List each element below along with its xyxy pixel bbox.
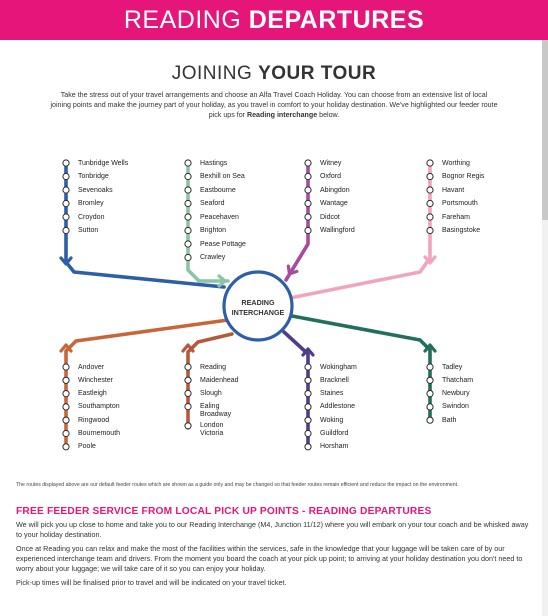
route-stop-marker [305,214,311,220]
route-stop-label: Thatcham [442,376,474,384]
route-stop-marker [63,377,69,383]
route-stop-marker [185,364,191,370]
route-stop-marker [427,364,433,370]
route-line-navy [284,332,308,447]
route-stop-label: Wantage [320,200,348,207]
route-stop-label: Guildford [320,430,349,437]
route-stop-label: Eastbourne [200,186,236,194]
route-stop-label: Fareham [442,213,471,221]
route-stop-marker [427,417,433,423]
route-stop-marker [185,214,191,220]
route-stop-marker [185,160,191,166]
route-stop-marker [63,391,69,397]
route-stop-marker [305,391,311,397]
route-stop-label: Bromley [78,200,104,207]
route-stop-marker [427,214,433,220]
route-stop-marker [427,404,433,410]
route-stop-label: Didcot [320,213,340,221]
route-stop-marker [305,377,311,383]
route-stop-label: Bath [442,416,457,424]
route-stop-marker [305,364,311,370]
route-stop-marker [63,227,69,233]
intro-suffix: below. [317,111,340,119]
route-stop-marker [305,173,311,179]
route-stop-marker [63,364,69,370]
route-stop-marker [305,187,311,193]
route-stop-marker [185,187,191,193]
route-stop-label: Ealing Broadway [200,402,232,418]
route-stop-marker [63,187,69,193]
route-stop-label: Havant [442,186,465,194]
route-stop-marker [185,227,191,233]
route-stop-marker [185,200,191,206]
heading-prefix: JOINING [171,63,259,84]
route-stop-label: Slough [200,389,222,397]
route-stop-label: Sevenoaks [78,186,113,194]
route-stop-marker [305,227,311,233]
route-stop-label: Bournemouth [78,430,121,437]
feeder-title: FREE FEEDER SERVICE FROM LOCAL PICK UP POINTS - READING DEPARTURES [16,506,432,517]
route-stop-label: Reading [200,363,227,371]
route-stop-marker [305,417,311,423]
route-stop-label: Wallingford [320,227,355,234]
heading-bold: YOUR TOUR [258,63,377,84]
route-stop-label: Seaford [200,200,225,207]
route-stop-marker [63,404,69,410]
route-stop-label: Southampton [78,403,120,411]
route-stop-label: Oxford [320,173,342,180]
feeder-paragraph-2: Once at Reading you can relax and make the most of the facilities within the services, safe in the knowledge that your luggage will be taken care of by our experienced interchange team and drivers. From the moment you board the coach at your pick up point; to arriving at your holiday destination you don't need to worry about your luggage; we will take care of it so you can enjoy your holiday. [16,544,523,573]
route-stop-marker [185,390,191,396]
route-stop-marker [427,187,433,193]
banner-bold: DEPARTURES [248,6,425,34]
banner-prefix: READING [123,6,249,34]
route-stop-label: Sutton [78,227,99,234]
route-stop-marker [63,160,69,166]
route-stop-label: Wokingham [320,363,357,371]
route-stop-marker [427,160,433,166]
route-stop-label: Staines [320,390,344,398]
route-stop-marker [305,404,311,410]
route-stop-label: Pease Pottage [200,240,246,248]
routes-disclaimer: The routes displayed above are our default feeder routes which are shown as a guide only and may be changed so that feeder routes remain efficient and reduce the impact on the environment. [16,482,459,488]
route-stop-marker [63,430,69,436]
route-stop-label: Horsham [320,443,349,451]
route-stop-label: Bexhill on Sea [200,173,245,180]
route-stop-marker [185,404,191,410]
route-stop-marker [185,241,191,247]
route-line-teal [292,316,430,420]
hub-label-line2: INTERCHANGE [231,308,285,317]
route-stop-label: Winchester [78,376,114,384]
route-stop-label: Woking [320,416,344,424]
route-stop-marker [305,430,311,436]
route-stop-marker [63,200,69,206]
route-stop-label: London Victoria [200,421,224,437]
route-stop-marker [305,200,311,206]
route-stop-marker [185,254,191,260]
route-stop-label: Hastings [200,159,228,167]
route-stop-marker [185,377,191,383]
route-stop-label: Witney [320,159,342,167]
route-stop-label: Abingdon [320,186,350,194]
intro-text: Take the stress out of your travel arrangements and choose an Alfa Travel Coach Holiday. You can choose from an extensive list of local joining points and make the journey part of your holiday, as you travel in comfort to your holiday destination. We've highlighted our feeder route pick ups for [50,91,498,119]
route-stop-marker [427,200,433,206]
route-stop-marker [185,423,191,429]
route-line-purple [286,163,308,280]
route-stop-label: Tunbridge Wells [78,159,129,167]
route-line-blue [66,163,227,287]
route-stop-marker [427,391,433,397]
feeder-paragraph-1: We will pick you up close to home and take you to our Reading Interchange (M4, Junction 11/12) where you will embark on your tour coach and be whisked away to your holiday destination. [16,520,529,539]
route-stop-marker [427,173,433,179]
route-stop-label: Maidenhead [200,376,239,384]
route-stop-label: Tonbridge [78,173,109,180]
route-stop-label: Bracknell [320,376,349,384]
route-stop-label: Portsmouth [442,200,478,207]
route-stop-marker [63,444,69,450]
route-stop-label: Peacehaven [200,213,239,221]
hub-label-line1: READING [241,298,275,307]
route-stop-label: Addlestone [320,403,356,411]
route-stop-label: Andover [78,363,105,371]
route-stop-label: Newbury [442,390,470,398]
route-stop-marker [427,377,433,383]
intro-bold: Reading interchange [246,111,318,119]
hub-label [222,298,294,318]
route-stop-marker [305,160,311,166]
route-stop-label: Poole [78,443,96,451]
route-stop-marker [63,173,69,179]
route-stop-label: Eastleigh [78,390,107,398]
route-stop-marker [427,227,433,233]
feeder-paragraph-3: Pick-up times will be finalised prior to travel and will be indicated on your travel ticket. [16,578,287,587]
route-stop-label: Basingstoke [442,227,481,234]
route-stop-label: Croydon [78,213,105,221]
route-stop-label: Brighton [200,227,227,234]
route-stop-marker [305,444,311,450]
route-stop-label: Swindon [442,403,469,411]
route-stop-label: Crawley [200,254,226,261]
route-stop-marker [63,417,69,423]
route-stop-label: Tadley [442,363,463,371]
route-stop-marker [185,173,191,179]
route-stop-marker [63,214,69,220]
route-stop-label: Bognor Regis [442,173,485,180]
route-stop-label: Worthing [442,159,470,167]
route-stop-label: Ringwood [78,416,110,424]
